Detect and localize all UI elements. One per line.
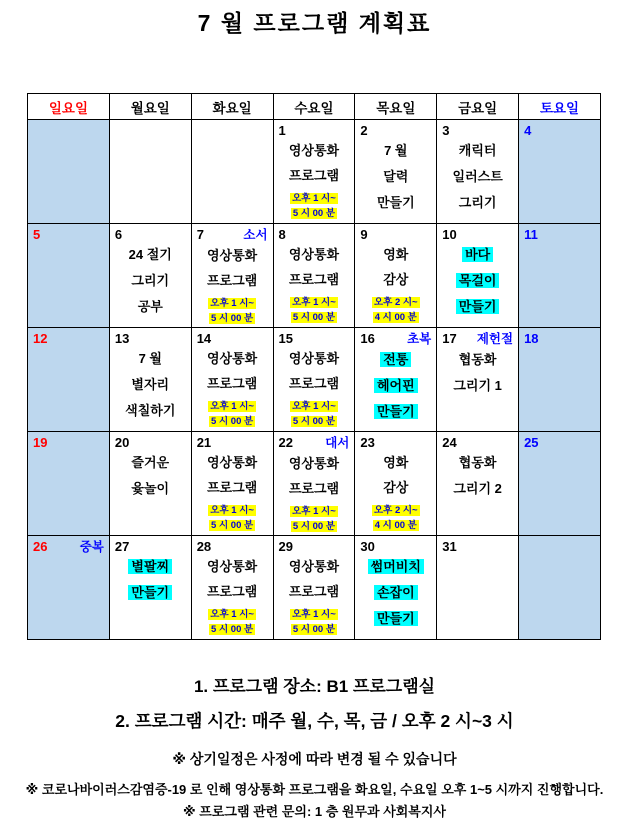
time-range-text: 오후 1 시~ (292, 297, 336, 308)
calendar-cell (191, 328, 273, 432)
calendar-cell (273, 328, 355, 432)
calendar-cell (28, 432, 110, 536)
activity-line: 프로그램 (206, 273, 258, 288)
calendar-cell (437, 328, 519, 432)
time-range (192, 398, 273, 428)
cell-header (274, 120, 355, 138)
cell-header (110, 432, 191, 450)
activity-line: 영화 (383, 247, 409, 262)
highlight-text: 바다 (462, 247, 493, 262)
activity-line: 프로그램 (288, 376, 340, 391)
calendar-cell (28, 328, 110, 432)
cell-header (519, 328, 600, 346)
day-number: 13 (114, 331, 130, 346)
time-range-text: 오후 1 시~ (292, 193, 336, 204)
activity-line: 7 월 (138, 351, 162, 366)
calendar-cell (437, 224, 519, 328)
cell-header (192, 536, 273, 554)
activity-line: 영상통화 (288, 456, 340, 471)
activity-line-highlighted (355, 373, 436, 399)
activity-line-highlighted (437, 294, 518, 320)
activity-line: 영상통화 (288, 143, 340, 158)
activity-line: 영상통화 (206, 559, 258, 574)
time-range-line (192, 413, 273, 428)
time-range-text: 오후 1 시~ (292, 401, 336, 412)
day-number: 18 (524, 331, 539, 346)
activity-line: 일러스트 (452, 169, 503, 184)
time-range (192, 502, 273, 532)
activity-line: 공부 (137, 299, 163, 314)
activity-line: 프로그램 (288, 272, 340, 287)
highlight-text: 썸머비치 (368, 559, 424, 574)
cell-header (274, 224, 355, 242)
cell-header (192, 224, 273, 243)
special-day-label: 초복 (407, 332, 432, 346)
cell-header (355, 432, 436, 450)
calendar-cell (109, 328, 191, 432)
calendar-cell (355, 224, 437, 328)
cell-header (110, 536, 191, 554)
activity-line: 감상 (383, 272, 409, 287)
time-range-line (355, 309, 436, 324)
activity-line: 영상통화 (206, 351, 258, 366)
activity-line: 프로그램 (288, 481, 340, 496)
time-range-text: 5 시 00 분 (292, 624, 336, 635)
activity-line-highlighted (355, 606, 436, 632)
day-number: 30 (360, 539, 375, 554)
time-range (274, 294, 355, 324)
calendar-cell (273, 120, 355, 224)
day-header: 월요일 (109, 94, 191, 120)
time-range-line (274, 518, 355, 533)
activity-line-highlighted (355, 347, 436, 373)
day-number: 8 (278, 227, 286, 242)
footer-note-contact: ※ 프로그램 관련 문의: 1 층 원무과 사회복지사 (183, 804, 446, 819)
time-range (192, 606, 273, 636)
cell-header (437, 224, 518, 242)
cell-header (437, 432, 518, 450)
time-range (274, 606, 355, 636)
day-number: 24 (442, 435, 457, 450)
day-header: 금요일 (437, 94, 519, 120)
highlight-text: 목걸이 (456, 273, 500, 288)
time-range-line (355, 294, 436, 309)
calendar-cell (519, 432, 601, 536)
calendar-cell (191, 224, 273, 328)
activity-line-highlighted (437, 242, 518, 268)
day-number: 1 (278, 123, 286, 138)
day-number: 17 (442, 331, 457, 346)
highlight-text: 만들기 (128, 585, 172, 600)
activity-line: 윷놀이 (131, 481, 170, 496)
highlight-text: 전통 (380, 352, 411, 367)
cell-header (355, 328, 436, 347)
activity-line: 즐거운 (131, 455, 170, 470)
time-range-line (192, 398, 273, 413)
cell-header (355, 536, 436, 554)
calendar-cell (437, 536, 519, 640)
calendar-week-row (28, 536, 601, 640)
activity-line: 프로그램 (288, 168, 340, 183)
calendar-cell (28, 536, 110, 640)
calendar-week-row (28, 224, 601, 328)
cell-header (437, 120, 518, 138)
day-header: 토요일 (519, 94, 601, 120)
activity-line: 달력 (383, 169, 409, 184)
time-range-text: 5 시 00 분 (211, 416, 254, 427)
day-number: 9 (360, 227, 368, 242)
time-range-text: 오후 2 시~ (373, 505, 418, 516)
day-number: 25 (524, 435, 539, 450)
calendar-cell (191, 432, 273, 536)
activity-line: 영상통화 (206, 248, 258, 263)
time-range-text: 5 시 00 분 (211, 624, 254, 635)
time-range (274, 503, 355, 533)
day-header: 화요일 (191, 94, 273, 120)
cell-header (274, 432, 355, 451)
day-number: 4 (524, 123, 532, 138)
highlight-text: 만들기 (456, 299, 500, 314)
day-number: 14 (196, 331, 212, 346)
calendar-cell (273, 432, 355, 536)
activity-line-highlighted (437, 268, 518, 294)
cell-header (28, 224, 109, 242)
calendar-cell (519, 536, 601, 640)
highlight-text: 헤어핀 (374, 378, 418, 393)
time-range-line (355, 517, 436, 532)
time-range-line (192, 621, 273, 636)
highlight-text: 손잡이 (374, 585, 418, 600)
cell-header (437, 536, 518, 554)
special-day-label: 대서 (325, 436, 350, 450)
calendar-cell (273, 536, 355, 640)
day-number: 11 (524, 227, 538, 242)
activity-line: 프로그램 (206, 584, 258, 599)
time-range-line (274, 294, 355, 309)
time-range-line (274, 205, 355, 220)
calendar-header-row (28, 94, 601, 120)
activity-line: 영화 (383, 455, 409, 470)
cell-header (274, 328, 355, 346)
time-range (274, 190, 355, 220)
cell-header (28, 432, 109, 450)
day-number: 15 (278, 331, 293, 346)
highlight-text: 별팔찌 (128, 559, 172, 574)
activity-line-highlighted (355, 580, 436, 606)
footer-note-change: ※ 상기일정은 사정에 따라 변경 될 수 있습니다 (172, 751, 457, 767)
day-number: 29 (278, 539, 293, 554)
time-range-line (274, 413, 355, 428)
time-range-line (274, 398, 355, 413)
time-range (355, 294, 436, 324)
time-range-line (274, 621, 355, 636)
activity-line: 7 월 (384, 143, 408, 158)
time-range-line (274, 606, 355, 621)
time-range-line (274, 503, 355, 518)
calendar-cell (437, 120, 519, 224)
activity-line: 영상통화 (288, 559, 340, 574)
time-range-text: 4 시 00 분 (374, 520, 417, 531)
time-range-line (274, 190, 355, 205)
calendar-cell (355, 536, 437, 640)
activity-line: 별자리 (131, 377, 170, 392)
highlight-text: 만들기 (374, 404, 418, 419)
time-range-text: 오후 1 시~ (210, 505, 254, 516)
calendar-cell (355, 432, 437, 536)
cell-header (519, 120, 600, 138)
calendar-cell (109, 120, 191, 224)
activity-line: 그리기 (131, 273, 170, 288)
activity-line-highlighted (355, 554, 436, 580)
day-number: 23 (360, 435, 375, 450)
time-range-text: 5 시 00 분 (211, 313, 254, 324)
activity-line: 색칠하기 (125, 403, 176, 418)
day-number: 20 (114, 435, 130, 450)
cell-header (355, 120, 436, 138)
calendar-cell (519, 120, 601, 224)
calendar-cell (191, 536, 273, 640)
cell-header (274, 536, 355, 554)
cell-header (110, 328, 191, 346)
calendar-cell (191, 120, 273, 224)
time-range-line (355, 502, 436, 517)
time-range (274, 398, 355, 428)
day-number: 3 (442, 123, 450, 138)
activity-line: 프로그램 (206, 480, 258, 495)
time-range-text: 오후 1 시~ (292, 609, 336, 620)
activity-line: 프로그램 (288, 584, 340, 599)
cell-header (355, 224, 436, 242)
calendar-cell (28, 224, 110, 328)
calendar-body (28, 120, 601, 640)
time-range-line (192, 502, 273, 517)
cell-header (519, 432, 600, 450)
time-range-text: 5 시 00 분 (211, 520, 254, 531)
day-number: 19 (33, 435, 48, 450)
activity-line: 협동화 (458, 455, 497, 470)
activity-line: 프로그램 (206, 376, 258, 391)
time-range-text: 5 시 00 분 (292, 416, 336, 427)
activity-line: 그리기 (458, 195, 497, 210)
day-number: 6 (114, 227, 123, 242)
calendar-week-row (28, 120, 601, 224)
activity-line-highlighted (355, 399, 436, 425)
time-range-text: 오후 1 시~ (210, 298, 254, 309)
calendar-cell (109, 224, 191, 328)
cell-header (110, 224, 191, 242)
day-number: 26 (33, 539, 48, 554)
cell-header (192, 432, 273, 450)
activity-line: 영상통화 (288, 247, 340, 262)
activity-line: 캐릭터 (458, 143, 497, 158)
calendar-cell (28, 120, 110, 224)
time-range-text: 오후 2 시~ (373, 297, 418, 308)
day-number: 27 (114, 539, 130, 554)
activity-line: 감상 (383, 480, 409, 495)
day-number: 22 (278, 435, 293, 450)
special-day-label: 중복 (79, 540, 104, 554)
activity-line: 협동화 (458, 352, 497, 367)
day-header: 목요일 (355, 94, 437, 120)
day-number: 16 (360, 331, 375, 346)
activity-line: 만들기 (376, 195, 415, 210)
day-number: 10 (442, 227, 457, 242)
footer-place-line: 1. 프로그램 장소: B1 프로그램실 (193, 677, 436, 696)
activity-line: 그리기 1 (453, 378, 502, 393)
calendar-week-row (28, 328, 601, 432)
time-range-text: 5 시 00 분 (292, 208, 336, 219)
calendar-cell (355, 120, 437, 224)
activity-line: 영상통화 (206, 455, 258, 470)
cell-header (28, 328, 109, 346)
calendar-cell (109, 536, 191, 640)
time-range-line (192, 606, 273, 621)
special-day-label: 소서 (243, 228, 268, 242)
special-day-label: 제헌절 (476, 332, 514, 346)
footer-note-covid: ※ 코로나바이러스감염증-19 로 인해 영상통화 프로그램을 화요일, 수요일 오후 1~5 시까지 진행합니다. (25, 782, 604, 797)
time-range-line (192, 295, 273, 310)
calendar-table (27, 93, 601, 640)
calendar-cell (519, 328, 601, 432)
activity-line: 그리기 2 (453, 481, 502, 496)
day-number: 5 (33, 227, 41, 242)
calendar-cell (109, 432, 191, 536)
day-number: 31 (442, 539, 457, 554)
time-range (355, 502, 436, 532)
time-range-line (192, 310, 273, 325)
cell-header (192, 328, 273, 346)
activity-line-highlighted (110, 554, 191, 580)
time-range-text: 5 시 00 분 (292, 521, 336, 532)
time-range-text: 오후 1 시~ (210, 401, 254, 412)
time-range (192, 295, 273, 325)
activity-line: 영상통화 (288, 351, 340, 366)
time-range-text: 오후 1 시~ (210, 609, 254, 620)
time-range-text: 5 시 00 분 (292, 312, 336, 323)
calendar-cell (273, 224, 355, 328)
cell-header (28, 536, 109, 555)
activity-line: 24 절기 (128, 247, 172, 262)
highlight-text: 만들기 (374, 611, 418, 626)
cell-header (437, 328, 518, 347)
footer-time-line: 2. 프로그램 시간: 매주 월, 수, 목, 금 / 오후 2 시~3 시 (115, 711, 514, 731)
day-header: 수요일 (273, 94, 355, 120)
day-number: 2 (360, 123, 368, 138)
page-title: 7 월 프로그램 계획표 (197, 10, 432, 36)
time-range-text: 오후 1 시~ (292, 506, 336, 517)
calendar-cell (519, 224, 601, 328)
calendar-cell (355, 328, 437, 432)
time-range-text: 4 시 00 분 (374, 312, 417, 323)
calendar-cell (437, 432, 519, 536)
time-range-line (274, 309, 355, 324)
activity-line-highlighted (110, 580, 191, 606)
day-number: 12 (33, 331, 48, 346)
cell-header (519, 224, 600, 242)
calendar-week-row (28, 432, 601, 536)
day-number: 7 (196, 227, 204, 242)
time-range-line (192, 517, 273, 532)
day-number: 21 (196, 435, 212, 450)
day-header: 일요일 (28, 94, 110, 120)
day-number: 28 (196, 539, 212, 554)
